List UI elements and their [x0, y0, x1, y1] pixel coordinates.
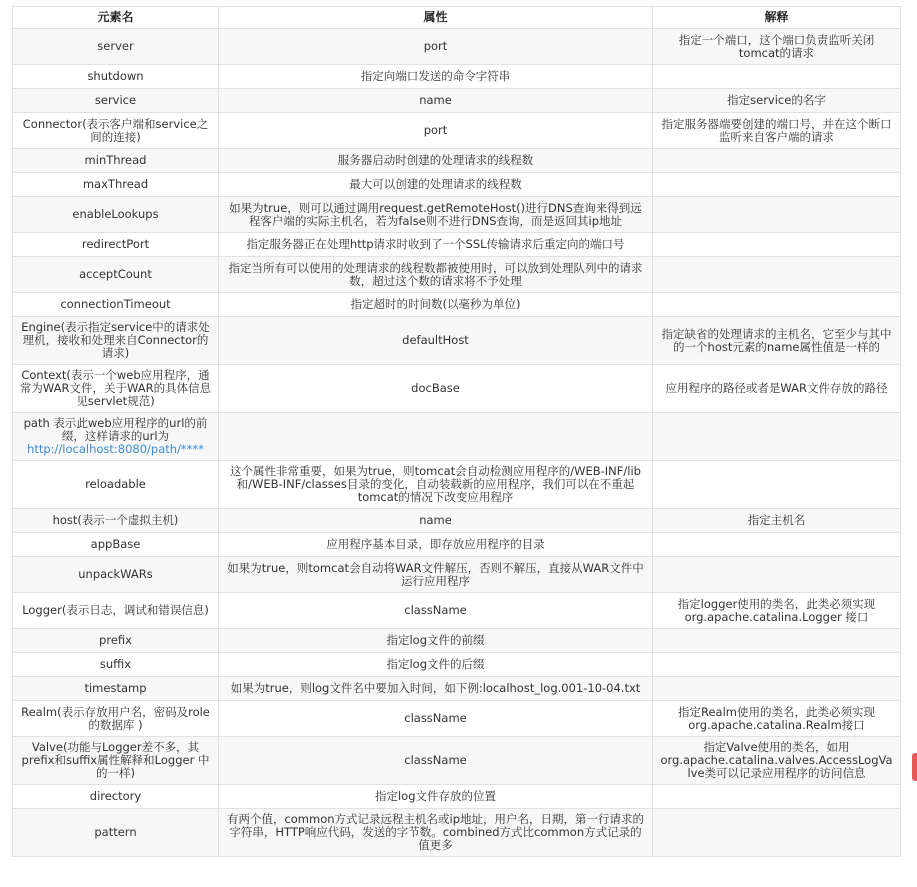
cell-element-name: Engine(表示指定service中的请求处理机，接收和处理来自Connector的请求): [13, 317, 219, 365]
cell-attribute: defaultHost: [219, 317, 653, 365]
table-row: [13, 593, 901, 629]
cell-element-name: directory: [13, 785, 219, 809]
cell-element-name: minThread: [13, 149, 219, 173]
table-row: [13, 365, 901, 413]
cell-explanation: [653, 785, 901, 809]
header-explanation: 解释: [653, 7, 901, 29]
example-url-link[interactable]: http://localhost:8080/path/****: [27, 442, 204, 456]
table-row: [13, 89, 901, 113]
cell-element-name: Connector(表示客户端和service之间的连接): [13, 113, 219, 149]
cell-explanation: [653, 809, 901, 857]
table-row: [13, 629, 901, 653]
cell-element-name: server: [13, 29, 219, 65]
cell-attribute: docBase: [219, 365, 653, 413]
table-row: [13, 197, 901, 233]
cell-element-name: Realm(表示存放用户名，密码及role的数据库 ): [13, 701, 219, 737]
table-row: [13, 413, 901, 461]
cell-explanation: [653, 257, 901, 293]
cell-explanation: 指定缺省的处理请求的主机名，它至少与其中的一个host元素的name属性值是一样的: [653, 317, 901, 365]
cell-explanation: 指定Valve使用的类名，如用org.apache.catalina.valves.AccessLogValve类可以记录应用程序的访问信息: [653, 737, 901, 785]
header-attribute: 属性: [219, 7, 653, 29]
side-feedback-tab[interactable]: [912, 753, 917, 781]
cell-attribute: 如果为true，则tomcat会自动将WAR文件解压，否则不解压，直接从WAR文件中运行应用程序: [219, 557, 653, 593]
cell-element-name: reloadable: [13, 461, 219, 509]
cell-attribute: 指定log文件存放的位置: [219, 785, 653, 809]
cell-element-name: pattern: [13, 809, 219, 857]
cell-element-name: service: [13, 89, 219, 113]
table-row: [13, 737, 901, 785]
cell-element-name: Context(表示一个web应用程序，通常为WAR文件，关于WAR的具体信息见servlet规范): [13, 365, 219, 413]
cell-attribute: 指定服务器正在处理http请求时收到了一个SSL传输请求后重定向的端口号: [219, 233, 653, 257]
table-row: [13, 173, 901, 197]
cell-attribute: 服务器启动时创建的处理请求的线程数: [219, 149, 653, 173]
cell-element-name: [13, 413, 219, 461]
table-row: [13, 65, 901, 89]
cell-explanation: 指定logger使用的类名，此类必须实现org.apache.catalina.Logger 接口: [653, 593, 901, 629]
cell-attribute: 指定log文件的后缀: [219, 653, 653, 677]
table-row: [13, 701, 901, 737]
table-row: [13, 785, 901, 809]
cell-attribute: 指定log文件的前缀: [219, 629, 653, 653]
table-row: [13, 317, 901, 365]
cell-explanation: 指定service的名字: [653, 89, 901, 113]
cell-element-name: connectionTimeout: [13, 293, 219, 317]
table-row: [13, 557, 901, 593]
cell-explanation: [653, 413, 901, 461]
tomcat-config-table-container: [12, 6, 900, 857]
table-row: [13, 293, 901, 317]
cell-element-name: Logger(表示日志，调试和错误信息): [13, 593, 219, 629]
cell-attribute: port: [219, 113, 653, 149]
header-element-name: 元素名: [13, 7, 219, 29]
cell-explanation: 指定Realm使用的类名，此类必须实现org.apache.catalina.Realm接口: [653, 701, 901, 737]
cell-element-name: acceptCount: [13, 257, 219, 293]
table-row: [13, 113, 901, 149]
cell-attribute: className: [219, 737, 653, 785]
cell-explanation: 应用程序的路径或者是WAR文件存放的路径: [653, 365, 901, 413]
cell-explanation: [653, 293, 901, 317]
table-row: [13, 149, 901, 173]
cell-attribute: 如果为true，则可以通过调用request.getRemoteHost()进行DNS查询来得到远程客户端的实际主机名，若为false则不进行DNS查询，而是返回其ip地址: [219, 197, 653, 233]
cell-attribute: 指定当所有可以使用的处理请求的线程数都被使用时，可以放到处理队列中的请求数，超过这个数的请求将不予处理: [219, 257, 653, 293]
table-row: [13, 257, 901, 293]
cell-element-name: Valve(功能与Logger差不多，其prefix和suffix属性解释和Logger 中的一样): [13, 737, 219, 785]
cell-attribute: 指定超时的时间数(以毫秒为单位): [219, 293, 653, 317]
cell-attribute: [219, 413, 653, 461]
cell-attribute: 有两个值，common方式记录远程主机名或ip地址，用户名，日期，第一行请求的字符串，HTTP响应代码，发送的字节数。combined方式比common方式记录的值更多: [219, 809, 653, 857]
cell-explanation: [653, 629, 901, 653]
cell-element-name: redirectPort: [13, 233, 219, 257]
cell-element-name: appBase: [13, 533, 219, 557]
cell-attribute: 如果为true，则log文件名中要加入时间，如下例:localhost_log.001-10-04.txt: [219, 677, 653, 701]
cell-explanation: [653, 65, 901, 89]
cell-explanation: [653, 461, 901, 509]
cell-explanation: [653, 197, 901, 233]
cell-explanation: [653, 173, 901, 197]
cell-explanation: [653, 533, 901, 557]
cell-attribute: port: [219, 29, 653, 65]
table-row: [13, 653, 901, 677]
cell-element-name: prefix: [13, 629, 219, 653]
cell-attribute: name: [219, 89, 653, 113]
cell-attribute: 最大可以创建的处理请求的线程数: [219, 173, 653, 197]
cell-explanation: [653, 233, 901, 257]
table-row: [13, 533, 901, 557]
cell-element-name: timestamp: [13, 677, 219, 701]
table-row: [13, 233, 901, 257]
cell-attribute: 应用程序基本目录，即存放应用程序的目录: [219, 533, 653, 557]
table-row: [13, 809, 901, 857]
table-row: [13, 677, 901, 701]
table-row: [13, 461, 901, 509]
cell-attribute: 指定向端口发送的命令字符串: [219, 65, 653, 89]
cell-element-name: host(表示一个虚拟主机): [13, 509, 219, 533]
cell-element-name: suffix: [13, 653, 219, 677]
cell-element-name: shutdown: [13, 65, 219, 89]
path-description-text: path 表示此web应用程序的url的前缀，这样请求的url为: [23, 416, 208, 443]
cell-explanation: 指定服务器端要创建的端口号，并在这个断口监听来自客户端的请求: [653, 113, 901, 149]
cell-explanation: 指定主机名: [653, 509, 901, 533]
table-row: [13, 509, 901, 533]
cell-explanation: [653, 557, 901, 593]
cell-explanation: 指定一个端口，这个端口负责监听关闭tomcat的请求: [653, 29, 901, 65]
cell-element-name: maxThread: [13, 173, 219, 197]
cell-explanation: [653, 677, 901, 701]
cell-attribute: className: [219, 593, 653, 629]
tomcat-config-table: [12, 6, 901, 857]
table-header-row: [13, 7, 901, 29]
cell-attribute: name: [219, 509, 653, 533]
cell-attribute: 这个属性非常重要，如果为true，则tomcat会自动检测应用程序的/WEB-INF/lib 和/WEB-INF/classes目录的变化，自动装载新的应用程序，我们可以在不重起tomcat的情况下改变应用程序: [219, 461, 653, 509]
cell-element-name: enableLookups: [13, 197, 219, 233]
cell-explanation: [653, 149, 901, 173]
cell-explanation: [653, 653, 901, 677]
table-row: [13, 29, 901, 65]
cell-attribute: className: [219, 701, 653, 737]
cell-element-name: unpackWARs: [13, 557, 219, 593]
